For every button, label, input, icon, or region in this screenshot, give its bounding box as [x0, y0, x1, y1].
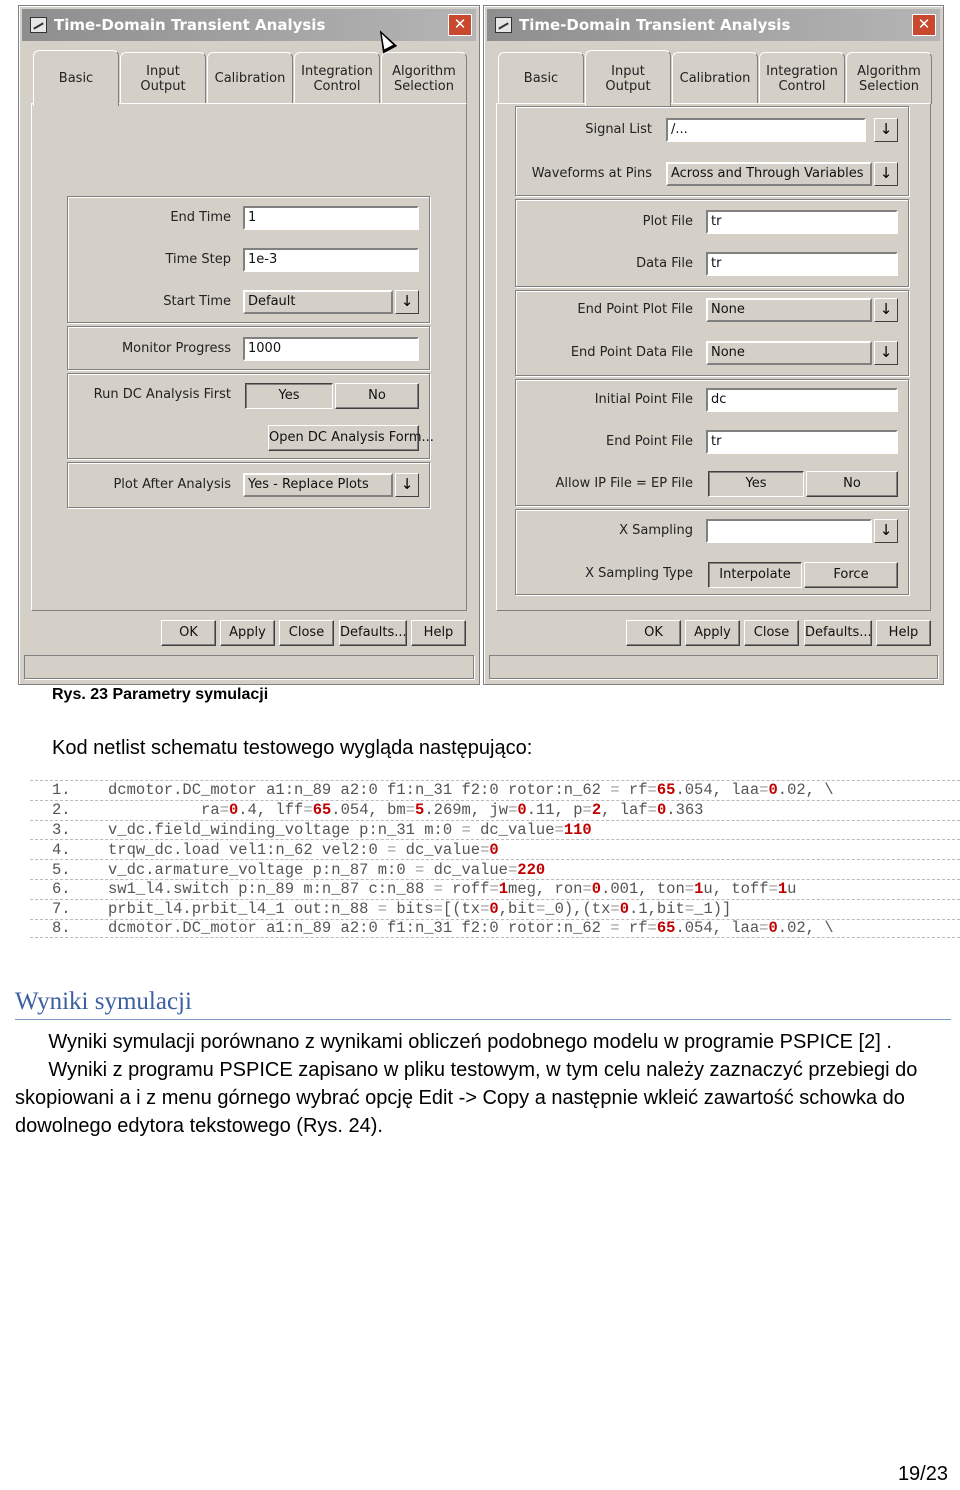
code-number: 65	[656, 919, 676, 938]
line-number: 5.	[52, 860, 71, 879]
allow-ip-label: Allow IP File = EP File	[555, 476, 693, 491]
line-number: 3.	[52, 820, 71, 839]
tab-algorithm-selection[interactable]	[846, 52, 932, 104]
code-text	[108, 801, 703, 819]
code-token: u	[787, 880, 797, 899]
tab-label: Basic	[58, 71, 94, 86]
code-number: 0	[591, 880, 602, 899]
run-dc-no-button[interactable]: No	[335, 383, 419, 409]
code-token: _0),(tx	[545, 900, 611, 919]
code-token: .054, laa	[675, 781, 760, 800]
tab-algorithm-selection[interactable]	[381, 52, 467, 104]
tab-input-output[interactable]	[120, 52, 206, 104]
code-token: .269m, jw	[424, 801, 509, 820]
line-number: 6.	[52, 880, 71, 899]
allow-ip-no-button[interactable]: No	[806, 471, 898, 497]
down-arrow-icon[interactable]: ↓	[874, 341, 898, 365]
window-title: Time-Domain Transient Analysis	[519, 16, 791, 34]
code-line	[30, 859, 960, 879]
code-token: ,bit	[498, 900, 536, 919]
code-token: .363	[666, 801, 704, 820]
x-sampling-type-label: X Sampling Type	[585, 566, 693, 581]
plot-after-select[interactable]: Yes - Replace Plots	[243, 473, 393, 497]
code-text	[108, 781, 834, 799]
code-text	[108, 880, 796, 898]
code-number: 1	[498, 880, 509, 899]
line-number: 7.	[52, 900, 71, 919]
transient-dialog-basic	[18, 5, 480, 685]
tab-label: Calibration	[679, 71, 751, 86]
paragraph-line: dowolnego edytora tekstowego (Rys. 24).	[15, 1115, 383, 1137]
code-text	[108, 900, 731, 918]
code-text	[108, 821, 592, 839]
code-number: 0	[619, 900, 630, 919]
apply-button[interactable]: Apply	[220, 620, 275, 646]
code-number: 1	[777, 880, 788, 899]
help-button[interactable]: Help	[411, 620, 466, 646]
code-operator: =	[610, 781, 620, 800]
code-operator: =	[647, 781, 657, 800]
code-number: 220	[517, 860, 546, 879]
code-operator: =	[647, 919, 657, 938]
open-dc-analysis-button[interactable]: Open DC Analysis Form...	[268, 425, 419, 451]
x-sampling-label: X Sampling	[619, 523, 693, 538]
code-operator: =	[387, 840, 397, 859]
line-number: 2.	[52, 801, 71, 820]
code-token: v_dc.armature_voltage p:n_87 m:0	[108, 860, 415, 879]
force-button[interactable]: Force	[804, 562, 898, 588]
tab-basic[interactable]	[33, 50, 119, 106]
code-text	[108, 841, 499, 859]
down-arrow-icon[interactable]: ↓	[874, 118, 898, 142]
code-line	[30, 879, 960, 899]
title-bar	[487, 9, 940, 41]
code-number: 0	[656, 801, 667, 820]
code-operator: =	[647, 801, 657, 820]
initial-point-field[interactable]: dc	[706, 388, 898, 412]
end-time-field[interactable]: 1	[243, 206, 419, 230]
down-arrow-icon[interactable]: ↓	[395, 473, 419, 497]
code-token: roff	[442, 880, 490, 899]
signal-list-field[interactable]: /...	[666, 118, 866, 142]
code-token: dc_value	[396, 840, 481, 859]
code-operator: =	[219, 801, 229, 820]
time-step-label: Time Step	[165, 252, 231, 267]
tab-label: Algorithm Selection	[857, 63, 921, 94]
title-bar	[22, 9, 476, 41]
status-bar	[24, 655, 474, 679]
code-text	[108, 919, 834, 937]
code-line	[30, 919, 960, 939]
close-button[interactable]: Close	[744, 620, 799, 646]
monitor-progress-label: Monitor Progress	[121, 341, 231, 356]
app-icon	[495, 17, 512, 33]
code-token: .054, bm	[331, 801, 406, 820]
transient-dialog-input-output	[483, 5, 944, 685]
code-number: 0	[768, 781, 778, 800]
line-number: 4.	[52, 840, 71, 859]
code-operator: =	[414, 860, 425, 879]
code-operator: =	[684, 900, 695, 919]
code-number: 65	[656, 781, 676, 800]
code-token: dcmotor.DC_motor a1:n_89 a2:0 f1:n_31 f2:0 rotor:n_62	[108, 781, 611, 800]
code-line	[30, 820, 960, 840]
code-operator: =	[433, 880, 443, 899]
defaults-button[interactable]: Defaults...	[339, 620, 407, 646]
code-operator: =	[507, 860, 518, 879]
time-step-field[interactable]: 1e-3	[243, 248, 419, 272]
paragraph-line: skopiowani a i z menu górnego wybrać opcję Edit -> Copy a następnie wkleić zawartość schowka do	[15, 1087, 905, 1109]
plot-after-label: Plot After Analysis	[113, 477, 231, 492]
initial-point-label: Initial Point File	[594, 392, 693, 407]
code-token: [(tx	[442, 900, 481, 919]
end-point-plot-select[interactable]: None	[706, 298, 872, 322]
end-point-data-label: End Point Data File	[570, 345, 693, 360]
code-number: 0	[489, 840, 499, 859]
down-arrow-icon[interactable]: ↓	[395, 290, 419, 314]
code-operator: =	[480, 840, 490, 859]
line-number: 8.	[52, 919, 71, 938]
code-number: 65	[312, 801, 332, 820]
close-button[interactable]: Close	[279, 620, 334, 646]
code-token: .02, \	[777, 919, 834, 938]
end-point-data-select[interactable]: None	[706, 341, 872, 365]
code-operator: =	[582, 880, 592, 899]
tab-label: Integration Control	[766, 63, 838, 94]
code-operator: =	[303, 801, 313, 820]
code-line	[30, 839, 960, 859]
heading-divider	[15, 1019, 951, 1020]
code-token: v_dc.field_winding_voltage p:n_31 m:0	[108, 820, 462, 839]
down-arrow-icon[interactable]: ↓	[874, 162, 898, 186]
tab-calibration[interactable]	[207, 52, 293, 104]
code-number: 0	[228, 801, 239, 820]
code-operator: =	[768, 880, 778, 899]
code-line	[30, 780, 960, 800]
code-operator: =	[535, 900, 546, 919]
interpolate-button[interactable]: Interpolate	[708, 562, 802, 588]
tab-label: Basic	[523, 71, 559, 86]
code-token: .11, p	[526, 801, 583, 820]
code-token: meg, ron	[508, 880, 583, 899]
paragraph-line: Wyniki z programu PSPICE zapisano w pliku testowym, w tym celu należy zaznaczyć przebiegi do	[15, 1059, 918, 1081]
code-token: , laf	[601, 801, 648, 820]
help-button[interactable]: Help	[876, 620, 931, 646]
code-operator: =	[554, 820, 564, 839]
code-operator: =	[759, 781, 769, 800]
down-arrow-icon[interactable]: ↓	[874, 519, 898, 543]
window-title: Time-Domain Transient Analysis	[54, 16, 326, 34]
tab-integration-control[interactable]	[294, 52, 380, 104]
code-operator: =	[377, 900, 388, 919]
down-arrow-icon[interactable]: ↓	[874, 298, 898, 322]
apply-button[interactable]: Apply	[685, 620, 740, 646]
code-number: 0	[489, 900, 499, 919]
code-token: .4, lff	[238, 801, 304, 820]
tab-label: Input Output	[140, 63, 186, 94]
code-token: .001, ton	[601, 880, 685, 899]
status-bar	[489, 655, 938, 679]
code-operator: =	[684, 880, 695, 899]
signal-list-label: Signal List	[585, 122, 652, 137]
start-time-label: Start Time	[163, 294, 231, 309]
start-time-select[interactable]: Default	[243, 290, 393, 314]
close-icon[interactable]: ✕	[448, 14, 472, 36]
line-number: 1.	[52, 781, 71, 800]
waveforms-label: Waveforms at Pins	[531, 166, 652, 181]
code-token: bits	[387, 900, 434, 919]
run-dc-yes-button[interactable]: Yes	[245, 383, 333, 409]
page-number: 19/23	[897, 1463, 948, 1485]
code-operator: =	[461, 820, 471, 839]
end-point-plot-label: End Point Plot File	[577, 302, 693, 317]
code-token: _1)]	[694, 900, 732, 919]
code-token: prbit_l4.prbit_l4_1 out:n_88	[108, 900, 378, 919]
allow-ip-yes-button[interactable]: Yes	[708, 471, 804, 497]
code-token: .02, \	[777, 781, 834, 800]
code-token: rf	[619, 919, 648, 938]
code-token: .1,bit	[629, 900, 685, 919]
code-operator: =	[508, 801, 518, 820]
monitor-progress-field[interactable]: 1000	[243, 337, 419, 361]
code-operator: =	[582, 801, 592, 820]
plot-file-label: Plot File	[642, 214, 693, 229]
code-token: u, toff	[703, 880, 769, 899]
paragraph-line: Wyniki symulacji porównano z wynikami obliczeń podobnego modelu w programie PSPICE [2] .	[15, 1031, 892, 1053]
code-number: 110	[563, 820, 592, 839]
tab-calibration[interactable]	[672, 52, 758, 104]
tab-label: Calibration	[214, 71, 286, 86]
code-token: sw1_l4.switch p:n_89 m:n_87 c:n_88	[108, 880, 434, 899]
code-token: dc_value	[470, 820, 555, 839]
defaults-button[interactable]: Defaults...	[804, 620, 872, 646]
code-token: trqw_dc.load vel1:n_62 vel2:0	[108, 840, 388, 859]
code-token: dc_value	[424, 860, 508, 879]
code-line	[30, 800, 960, 820]
ok-button[interactable]: OK	[161, 620, 216, 646]
data-file-label: Data File	[636, 256, 693, 271]
ok-button[interactable]: OK	[626, 620, 681, 646]
code-number: 0	[768, 919, 778, 938]
code-operator: =	[480, 900, 490, 919]
tab-label: Integration Control	[301, 63, 373, 94]
code-operator: =	[610, 919, 620, 938]
intro-text: Kod netlist schematu testowego wygląda następująco:	[52, 737, 533, 759]
plot-file-field[interactable]: tr	[706, 210, 898, 234]
figure-caption: Rys. 23 Parametry symulacji	[52, 686, 269, 703]
end-point-file-field[interactable]: tr	[706, 430, 898, 454]
code-number: 1	[694, 880, 704, 899]
tab-input-output[interactable]	[585, 50, 671, 106]
code-operator: =	[405, 801, 416, 820]
tab-label: Input Output	[605, 63, 651, 94]
tab-basic[interactable]	[498, 52, 584, 104]
run-dc-label: Run DC Analysis First	[93, 387, 231, 402]
data-file-field[interactable]: tr	[706, 252, 898, 276]
code-line	[30, 899, 960, 919]
code-operator: =	[759, 919, 769, 938]
code-number: 5	[415, 801, 425, 820]
code-number: 0	[517, 801, 527, 820]
section-heading: Wyniki symulacji	[15, 988, 192, 1015]
netlist-code-block	[30, 780, 960, 938]
code-text	[108, 861, 545, 879]
close-icon[interactable]: ✕	[912, 14, 936, 36]
code-token: ra	[108, 801, 220, 820]
waveforms-select[interactable]: Across and Through Variables	[666, 162, 872, 186]
code-number: 2	[591, 801, 602, 820]
x-sampling-field[interactable]	[706, 519, 872, 543]
code-operator: =	[610, 900, 620, 919]
tab-integration-control[interactable]	[759, 52, 845, 104]
app-icon	[30, 17, 47, 33]
code-token: .054, laa	[675, 919, 760, 938]
code-token: dcmotor.DC_motor a1:n_89 a2:0 f1:n_31 f2:0 rotor:n_62	[108, 919, 611, 938]
code-operator: =	[489, 880, 499, 899]
code-token: rf	[619, 781, 648, 800]
end-point-file-label: End Point File	[605, 434, 693, 449]
code-operator: =	[433, 900, 443, 919]
tab-label: Algorithm Selection	[392, 63, 456, 94]
end-time-label: End Time	[170, 210, 231, 225]
